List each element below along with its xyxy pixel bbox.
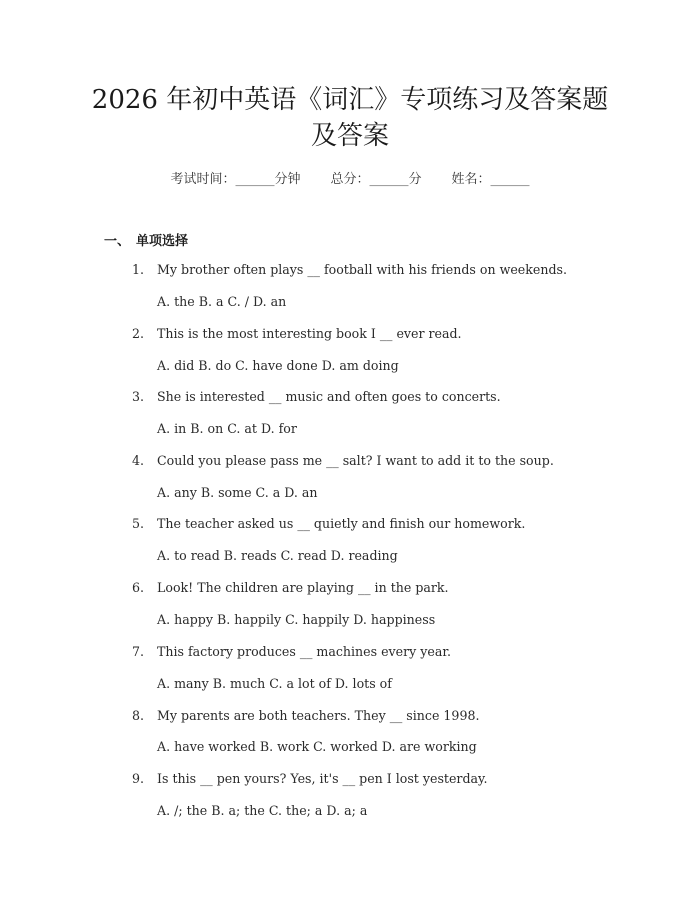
question-number: 9. xyxy=(132,771,145,786)
document-title-line-2: 及答案 xyxy=(310,121,389,151)
question-1-options: A. the B. a C. / D. an xyxy=(157,294,287,309)
name-blank: ______ xyxy=(490,172,530,187)
question-7 xyxy=(132,644,612,659)
question-6-options: A. happy B. happily C. happily D. happiness xyxy=(157,612,436,627)
question-stem: My brother often plays __ football with his friends on weekends. xyxy=(157,262,567,277)
question-number: 3. xyxy=(132,389,145,404)
question-number: 4. xyxy=(132,453,145,468)
question-stem: My parents are both teachers. They __ since 1998. xyxy=(157,708,480,723)
score-unit: 分 xyxy=(408,172,422,187)
question-number: 6. xyxy=(132,580,145,595)
question-2-options: A. did B. do C. have done D. am doing xyxy=(157,358,399,373)
score-label: 总分： xyxy=(330,172,370,187)
question-4-options: A. any B. some C. a D. an xyxy=(157,485,318,500)
name-label: 姓名： xyxy=(451,172,491,187)
question-stem: Is this __ pen yours? Yes, it's __ pen I lost yesterday. xyxy=(157,771,488,786)
question-number: 7. xyxy=(132,644,145,659)
question-stem: Look! The children are playing __ in the park. xyxy=(157,580,449,595)
question-number: 8. xyxy=(132,708,145,723)
question-3-options: A. in B. on C. at D. for xyxy=(157,421,297,436)
question-5 xyxy=(132,516,612,531)
question-2 xyxy=(132,326,612,341)
question-stem: This factory produces __ machines every year. xyxy=(157,644,451,659)
question-stem: This is the most interesting book I __ ever read. xyxy=(157,326,462,341)
question-6 xyxy=(132,580,612,595)
time-unit: 分钟 xyxy=(274,172,301,187)
question-stem: The teacher asked us __ quietly and finish our homework. xyxy=(157,516,526,531)
score-blank: ______ xyxy=(369,172,409,187)
question-3 xyxy=(132,389,612,404)
question-number: 2. xyxy=(132,326,145,341)
question-stem: Could you please pass me __ salt? I want to add it to the soup. xyxy=(157,453,554,468)
question-number: 1. xyxy=(132,262,145,277)
question-8 xyxy=(132,708,612,723)
section-heading xyxy=(104,230,188,249)
document-title-line-1: 2026 年初中英语《词汇》专项练习及答案题 xyxy=(91,85,609,115)
time-blank: ______ xyxy=(235,172,275,187)
question-9-options: A. /; the B. a; the C. the; a D. a; a xyxy=(157,803,368,818)
section-number: 一、 xyxy=(104,234,131,249)
section-title: 单项选择 xyxy=(136,234,189,249)
question-5-options: A. to read B. reads C. read D. reading xyxy=(157,548,398,563)
question-4 xyxy=(132,453,612,468)
exam-meta-info xyxy=(0,168,700,187)
question-8-options: A. have worked B. work C. worked D. are working xyxy=(157,739,477,754)
question-1 xyxy=(132,262,612,277)
question-9 xyxy=(132,771,612,786)
time-label: 考试时间： xyxy=(170,172,236,187)
question-stem: She is interested __ music and often goes to concerts. xyxy=(157,389,501,404)
question-7-options: A. many B. much C. a lot of D. lots of xyxy=(157,676,392,691)
question-number: 5. xyxy=(132,516,145,531)
